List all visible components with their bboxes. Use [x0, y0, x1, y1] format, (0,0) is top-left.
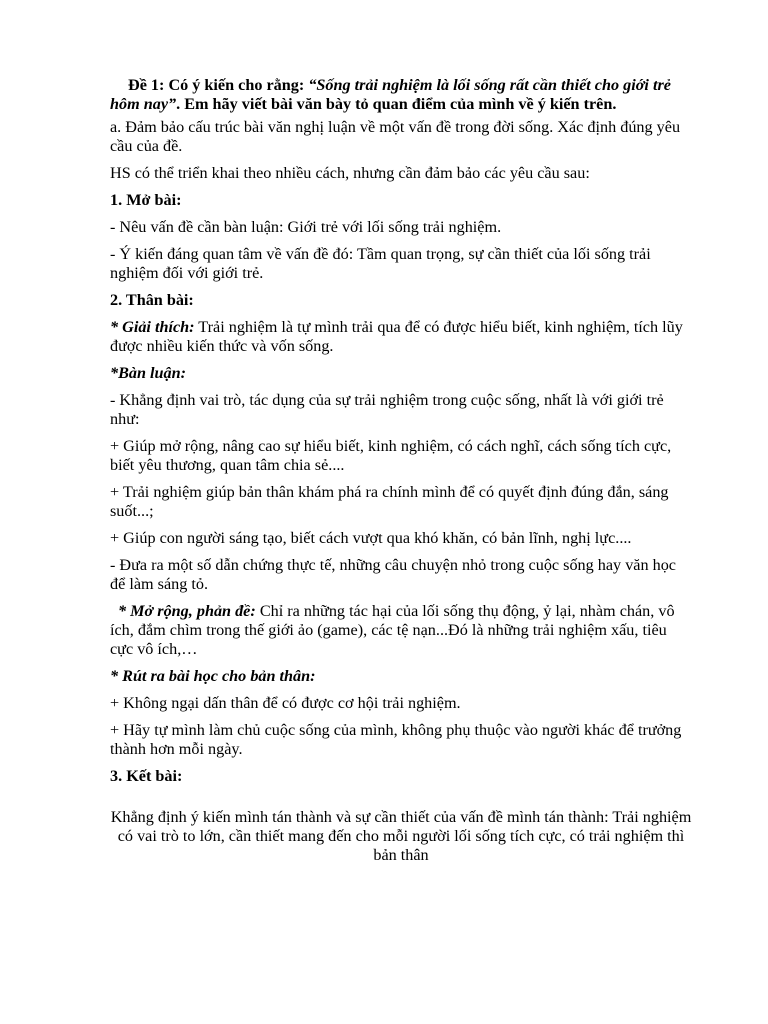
- section-heading-than-bai: 2. Thân bài:: [110, 291, 194, 309]
- requirement-paragraph: a. Đảm bảo cấu trúc bài văn nghị luận về một vấn đề trong đời sống. Xác định đúng yêu cầu của đề.: [110, 118, 681, 155]
- prompt-quote: “Sống trải nghiệm là lối sống rất cần thiết cho giới trẻ hôm nay”: [110, 76, 671, 113]
- list-item: - Đưa ra một số dẫn chứng thực tế, những câu chuyện nhỏ trong cuộc sống hay văn học để làm sáng tỏ.: [110, 556, 676, 593]
- conclusion-paragraph: Khẳng định ý kiến mình tán thành và sự cần thiết của vấn đề mình tán thành: Trải nghiệm có vai trò to lớn, cần thiết mang đến cho mỗi người lối sống tích cực, có trải nghiệm thì bản thân: [110, 808, 692, 864]
- list-item: - Khẳng định vai trò, tác dụng của sự trải nghiệm trong cuộc sống, nhất là với giới trẻ như:: [110, 391, 664, 428]
- counterargument-text: Chỉ ra những tác hại của lối sống thụ động, ỷ lại, nhàm chán, vô ích, đắm chìm trong thế giới ảo (game), các tệ nạn...Đó là những trải nghiệm xấu, tiêu cực vô ích,…: [110, 602, 675, 658]
- section-heading-ket-bai: 3. Kết bài:: [110, 767, 183, 785]
- counterargument-paragraph: [110, 602, 692, 659]
- list-item: - Ý kiến đáng quan tâm về vấn đề đó: Tầm quan trọng, sự cần thiết của lối sống trải nghiệm đối với giới trẻ.: [110, 245, 651, 282]
- explanation-label: * Giải thích:: [110, 318, 195, 336]
- lesson-label: * Rút ra bài học cho bản thân:: [110, 667, 316, 685]
- prompt-prefix: Đề 1: Có ý kiến cho rằng:: [128, 76, 309, 94]
- instruction-paragraph: HS có thể triển khai theo nhiều cách, nhưng cần đảm bảo các yêu cầu sau:: [110, 164, 590, 182]
- list-item: - Nêu vấn đề cần bàn luận: Giới trẻ với lối sống trải nghiệm.: [110, 218, 502, 236]
- list-item: + Trải nghiệm giúp bản thân khám phá ra chính mình để có quyết định đúng đắn, sáng suốt...;: [110, 483, 669, 520]
- list-item: + Giúp mở rộng, nâng cao sự hiểu biết, kinh nghiệm, có cách nghĩ, cách sống tích cực, biết yêu thương, quan tâm chia sẻ....: [110, 437, 672, 474]
- list-item: + Không ngại dấn thân để có được cơ hội trải nghiệm.: [110, 694, 461, 712]
- document-page: [110, 76, 692, 873]
- explanation-text: Trải nghiệm là tự mình trải qua để có được hiểu biết, kinh nghiệm, tích lũy được nhiều kiến thức và vốn sống.: [110, 318, 683, 355]
- discussion-label: *Bàn luận:: [110, 364, 187, 382]
- list-item: + Hãy tự mình làm chủ cuộc sống của mình, không phụ thuộc vào người khác để trưởng thành hơn mỗi ngày.: [110, 721, 682, 758]
- section-heading-mo-bai: 1. Mở bài:: [110, 191, 182, 209]
- prompt-suffix: . Em hãy viết bài văn bày tỏ quan điểm của mình về ý kiến trên.: [176, 95, 617, 113]
- essay-prompt: [110, 76, 692, 114]
- list-item: + Giúp con người sáng tạo, biết cách vượt qua khó khăn, có bản lĩnh, nghị lực....: [110, 529, 632, 547]
- explanation-paragraph: [110, 318, 692, 356]
- counterargument-label: * Mở rộng, phản đề:: [118, 602, 256, 620]
